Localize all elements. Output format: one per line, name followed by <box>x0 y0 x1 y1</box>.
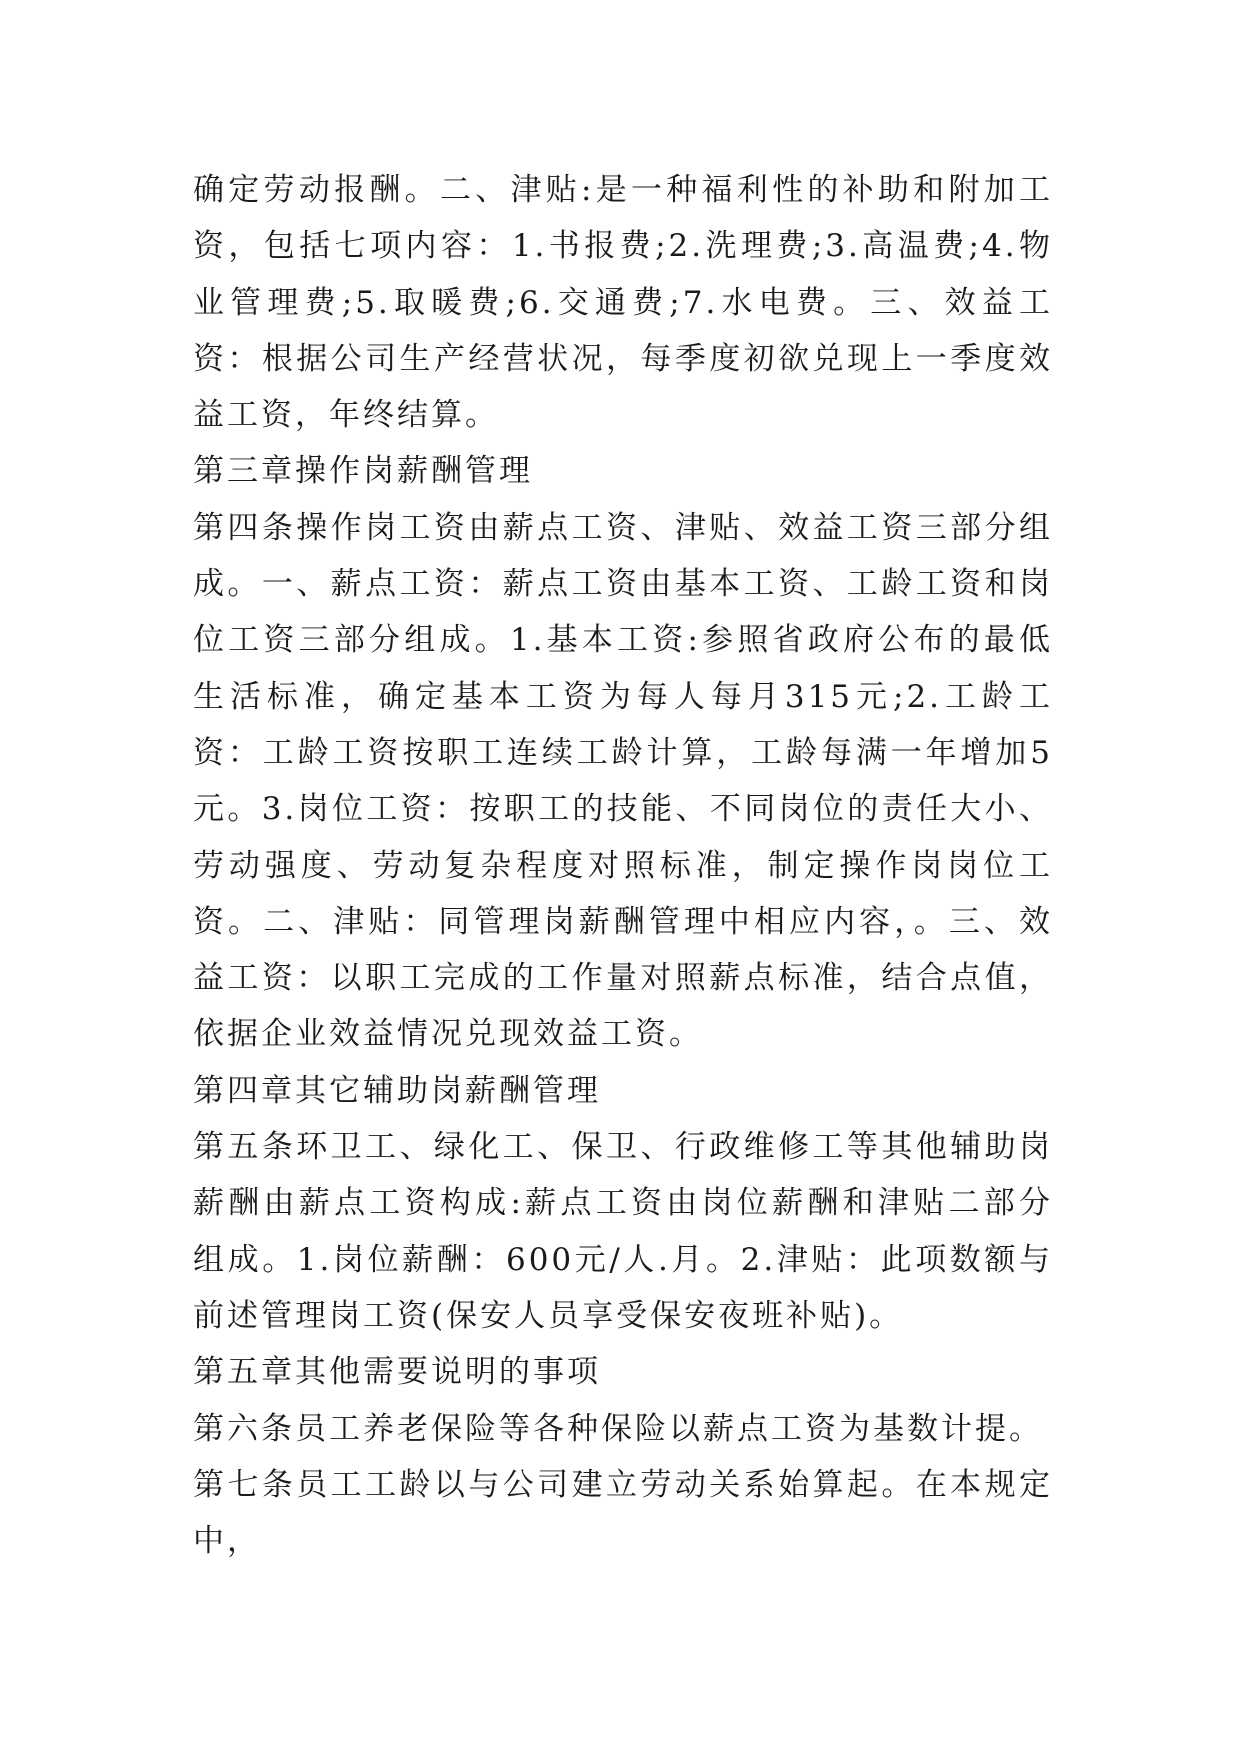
article-seven-paragraph: 第七条员工工龄以与公司建立劳动关系始算起。在本规定中， <box>193 1466 1053 1560</box>
article-four-paragraph: 第四条操作岗工资由薪点工资、津贴、效益工资三部分组成。一、薪点工资：薪点工资由基本工资、工龄工资和岗位工资三部分组成。1.基本工资:参照省政府公布的最低生活标准，确定基本工资为每人每月315元;2.工龄工资：工龄工资按职工连续工龄计算，工龄每满一年增加5元。3.岗位工资：按职工的技能、不同岗位的责任大小、劳动强度、劳动复杂程度对照标准，制定操作岗岗位工资。二、津贴：同管理岗薪酬管理中相应内容，。三、效益工资：以职工完成的工作量对照薪点标准，结合点值，依据企业效益情况兑现效益工资。 <box>193 509 1053 1053</box>
chapter-five-heading: 第五章其他需要说明的事项 <box>193 1354 601 1391</box>
chapter-four-heading: 第四章其它辅助岗薪酬管理 <box>193 1072 601 1109</box>
paragraph-allowance-benefit: 确定劳动报酬。二、津贴:是一种福利性的补助和附加工资，包括七项内容：1.书报费;2.洗理费;3.高温费;4.物业管理费;5.取暖费;6.交通费;7.水电费。三、效益工资：根据公司生产经营状况，每季度初欲兑现上一季度效益工资，年终结算。 <box>193 172 1053 434</box>
document-body <box>193 162 1053 1569</box>
article-five-paragraph: 第五条环卫工、绿化工、保卫、行政维修工等其他辅助岗薪酬由薪点工资构成:薪点工资由岗位薪酬和津贴二部分组成。1.岗位薪酬：600元/人.月。2.津贴：此项数额与前述管理岗工资(保安人员享受保安夜班补贴)。 <box>193 1129 1053 1334</box>
chapter-three-heading: 第三章操作岗薪酬管理 <box>193 453 533 490</box>
article-six-paragraph: 第六条员工养老保险等各种保险以薪点工资为基数计提。 <box>193 1410 1043 1447</box>
